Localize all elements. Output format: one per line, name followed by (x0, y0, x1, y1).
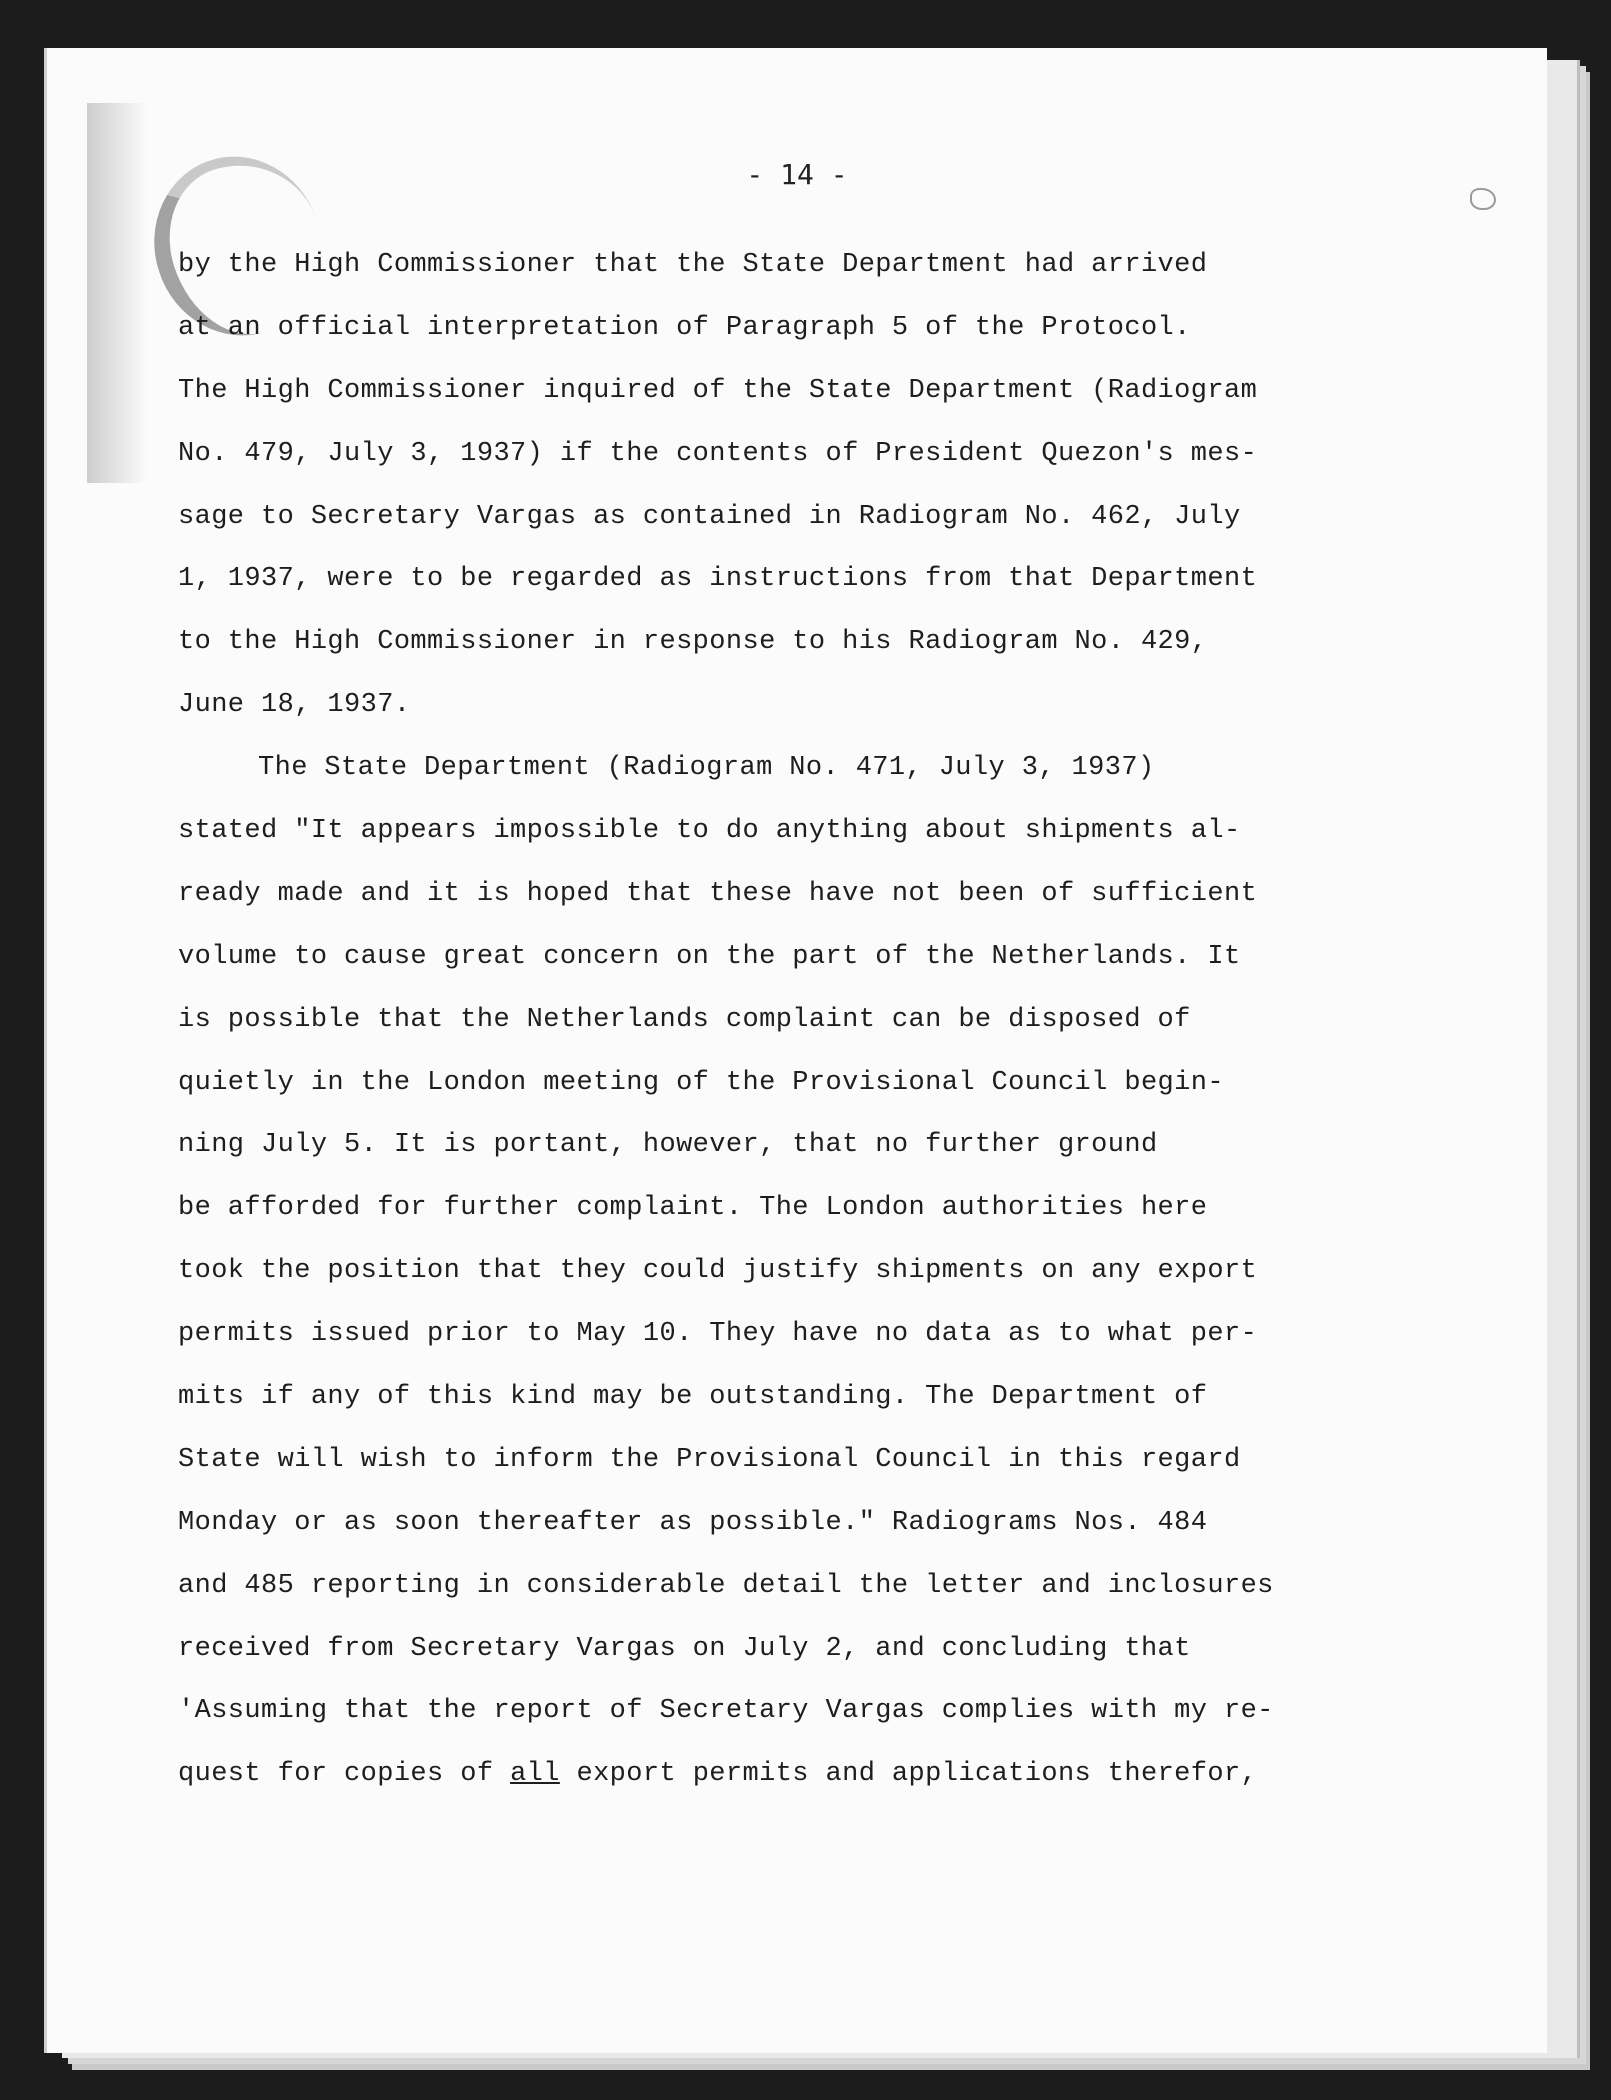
text-line: State will wish to inform the Provisional Council in this regard (178, 1444, 1241, 1475)
last-line-after: export permits and applications therefor, (559, 1759, 1258, 1790)
text-line: be afforded for further complaint. The London authorities here (178, 1193, 1208, 1224)
text-line: quietly in the London meeting of the Provisional Council begin- (178, 1067, 1224, 1098)
text-line: is possible that the Netherlands complaint can be disposed of (178, 1004, 1191, 1035)
text-line: took the position that they could justify shipments on any export (178, 1256, 1258, 1287)
last-line-before: quest for copies of (178, 1759, 511, 1790)
text-line: by the High Commissioner that the State Department had arrived (178, 250, 1208, 280)
text-line: at an official interpretation of Paragraph 5 of the Protocol. (178, 312, 1191, 343)
pencil-mark (1470, 188, 1496, 210)
text-line: ning July 5. It is portant, however, that no further ground (178, 1130, 1158, 1161)
text-line: to the High Commissioner in response to his Radiogram No. 429, (178, 627, 1208, 658)
text-line: sage to Secretary Vargas as contained in Radiogram No. 462, July (178, 501, 1241, 532)
text-line: volume to cause great concern on the part of the Netherlands. It (178, 941, 1241, 972)
text-line: The High Commissioner inquired of the State Department (Radiogram (178, 375, 1258, 406)
text-line: mits if any of this kind may be outstanding. The Department of (178, 1382, 1208, 1413)
text-line: ready made and it is hoped that these have not been of sufficient (178, 878, 1258, 909)
underlined-word: all (510, 1759, 560, 1790)
text-line: June 18, 1937. (178, 690, 411, 721)
document-page (44, 48, 1547, 2053)
text-line: stated "It appears impossible to do anything about shipments al- (178, 816, 1241, 847)
text-line: and 485 reporting in considerable detail the letter and inclosures (178, 1570, 1274, 1601)
page-number: - 14 - (746, 158, 848, 191)
text-line: permits issued prior to May 10. They have no data as to what per- (178, 1319, 1258, 1350)
text-line: Monday or as soon thereafter as possible." Radiograms Nos. 484 (178, 1507, 1208, 1538)
text-line: received from Secretary Vargas on July 2, and concluding that (178, 1633, 1191, 1664)
paragraph-start-line: The State Department (Radiogram No. 471, July 3, 1937) (258, 753, 1155, 784)
body-text (178, 234, 1488, 1806)
text-line: 1, 1937, were to be regarded as instructions from that Department (178, 564, 1258, 595)
last-text-line (178, 1743, 1488, 1806)
text-line: 'Assuming that the report of Secretary Vargas complies with my re- (178, 1696, 1274, 1727)
text-line: No. 479, July 3, 1937) if the contents of President Quezon's mes- (178, 438, 1258, 469)
